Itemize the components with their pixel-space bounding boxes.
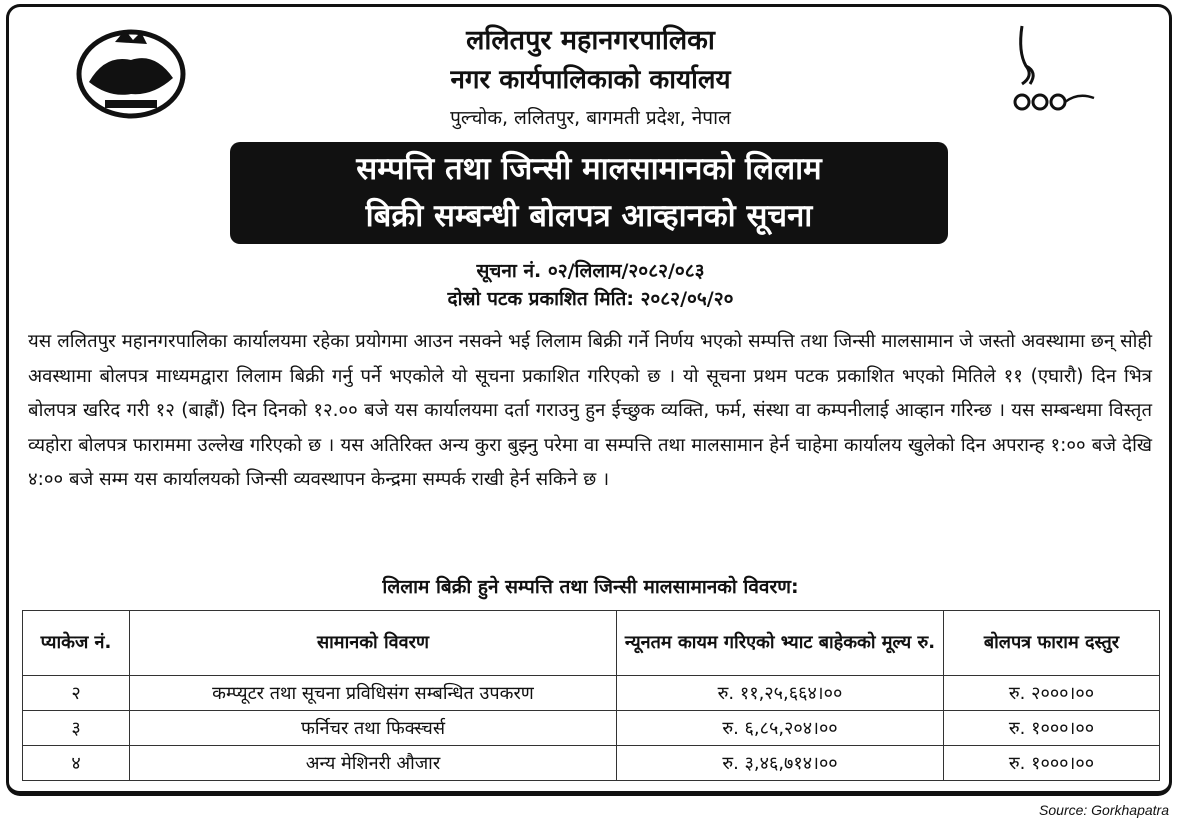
item-description: फर्निचर तथा फिक्स्चर्स	[130, 711, 617, 746]
min-price: रु. ११,२५,६६४।००	[617, 676, 944, 711]
item-description: कम्प्यूटर तथा सूचना प्रविधिसंग सम्बन्धित उपकरण	[130, 676, 617, 711]
min-price: रु. ६,८५,२०४।००	[617, 711, 944, 746]
package-no: ३	[23, 711, 130, 746]
form-fee: रु. २०००।००	[944, 676, 1160, 711]
org-name: ललितपुर महानगरपालिका	[466, 25, 715, 56]
package-no: ४	[23, 746, 130, 781]
form-fee: रु. १०००।००	[944, 746, 1160, 781]
notice-title	[230, 142, 948, 244]
title-line-1: सम्पत्ति तथा जिन्सी मालसामानको लिलाम	[356, 151, 822, 187]
table-header-row	[23, 611, 1160, 676]
title-line-2: बिक्री सम्बन्धी बोलपत्र आव्हानको सूचना	[365, 198, 813, 234]
notice-body: यस ललितपुर महानगरपालिका कार्यालयमा रहेका प्रयोगमा आउन नसक्ने भई लिलाम बिक्री गर्ने निर्णय भएको सम्पत्ति तथा जिन्सी मालसामान जे जस्तो अवस्थामा छन् सोही अवस्थामा बोलपत्र माध्यमद्वारा लिलाम बिक्री गर्नु पर्ने भएकोले यो सूचना प्रकाशित गरिएको छ । यो सूचना प्रथम पटक प्रकाशित भएको मितिले ११ (एघारौ) दिन भित्र बोलपत्र खरिद गरी १२ (बाह्रौं) दिन दिनको १२.०० बजे यस कार्यालयमा दर्ता गराउनु हुन ईच्छुक व्यक्ति, फर्म, संस्था वा कम्पनीलाई आव्हान गरिन्छ । यस सम्बन्धमा विस्तृत व्यहोरा बोलपत्र फाराममा उल्लेख गरिएको छ । यस अतिरिक्त अन्य कुरा बुझ्नु परेमा वा सम्पत्ति तथा मालसामान हेर्न चाहेमा कार्यालय खुलेको दिन अपरान्ह १:०० बजे देखि ४:०० बजे सम्म यस कार्यालयको जिन्सी व्यवस्थापन केन्द्रमा सम्पर्क राखी हेर्न सकिने छ ।	[28, 331, 1152, 490]
office-name: नगर कार्यपालिकाको कार्यालय	[450, 65, 731, 95]
min-price: रु. ३,४६,७१४।००	[617, 746, 944, 781]
publish-date: दोस्रो पटक प्रकाशित मिति: २०८२/०५/२०	[447, 288, 734, 310]
form-fee: रु. १०००।००	[944, 711, 1160, 746]
table-heading: लिलाम बिक्री हुने सम्पत्ति तथा जिन्सी मालसामानको विवरण:	[382, 576, 799, 598]
package-no: २	[23, 676, 130, 711]
table-row	[23, 676, 1160, 711]
table-row	[23, 746, 1160, 781]
col-min-price: न्यूनतम कायम गरिएको भ्याट बाहेकको मूल्य रु.	[617, 611, 944, 676]
items-table	[22, 610, 1160, 781]
col-description: सामानको विवरण	[130, 611, 617, 676]
col-form-fee: बोलपत्र फाराम दस्तुर	[944, 611, 1160, 676]
notice-number: सूचना नं. ०२/लिलाम/२०८२/०८३	[476, 260, 705, 282]
item-description: अन्य मेशिनरी औजार	[130, 746, 617, 781]
office-address: पुल्चोक, ललितपुर, बागमती प्रदेश, नेपाल	[450, 107, 731, 129]
source-credit: Source: Gorkhapatra	[1039, 802, 1169, 818]
table-row	[23, 711, 1160, 746]
col-package-no: प्याकेज नं.	[23, 611, 130, 676]
